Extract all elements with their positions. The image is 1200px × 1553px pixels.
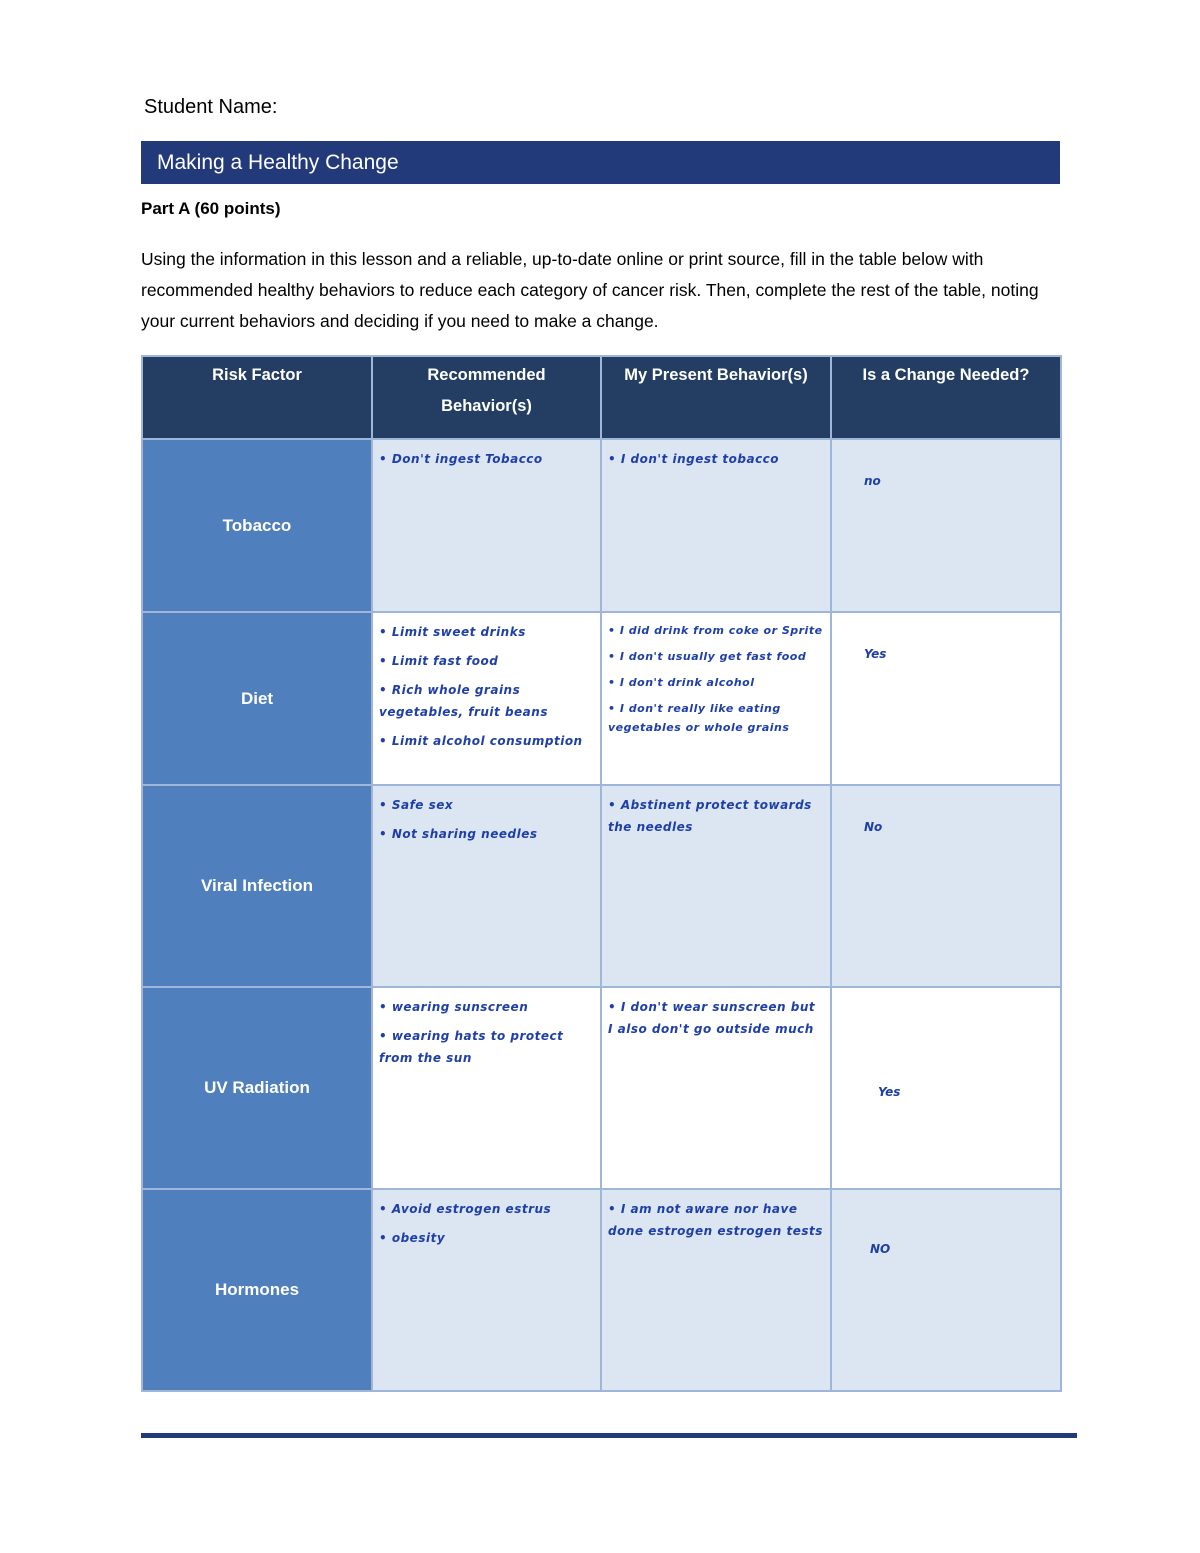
list-item: • Don't ingest Tobacco xyxy=(379,452,543,466)
section-banner xyxy=(141,141,1060,184)
list-item: • I don't ingest tobacco xyxy=(608,452,780,466)
list-item: • I did drink from coke or Sprite xyxy=(608,624,823,637)
list-item: • I don't drink alcohol xyxy=(608,676,755,689)
change-answer: Yes xyxy=(864,647,887,661)
table-row-hormones xyxy=(142,1189,1061,1391)
recommended-cell[interactable] xyxy=(372,987,601,1189)
present-cell[interactable] xyxy=(601,785,831,987)
risk-factor-cell: Tobacco xyxy=(142,439,372,612)
instructions-paragraph: Using the information in this lesson and a reliable, up-to-date online or print source, fill in the table below with recommended healthy behaviors to reduce each category of cancer risk. Then, complete the rest of the table, noting your current behaviors and deciding if you need to make a change. xyxy=(141,249,1039,331)
list-item: • Abstinent protect towards the needles xyxy=(608,798,812,834)
list-item: • wearing sunscreen xyxy=(379,1000,529,1014)
risk-factor-cell: Viral Infection xyxy=(142,785,372,987)
change-cell[interactable] xyxy=(831,987,1061,1189)
list-item: • I don't wear sunscreen but I also don't go outside much xyxy=(608,1000,816,1036)
part-title: Part A (60 points) xyxy=(141,199,281,218)
list-item: • I don't really like eating vegetables or whole grains xyxy=(608,702,790,734)
present-cell[interactable] xyxy=(601,612,831,785)
change-answer: Yes xyxy=(878,1085,901,1099)
list-item: • I don't usually get fast food xyxy=(608,650,807,663)
header-present-behaviors: My Present Behavior(s) xyxy=(601,356,831,439)
student-name-label: Student Name: xyxy=(144,96,278,118)
change-answer: no xyxy=(864,474,881,488)
recommended-cell[interactable] xyxy=(372,1189,601,1391)
change-cell[interactable] xyxy=(831,1189,1061,1391)
banner-title: Making a Healthy Change xyxy=(157,151,399,174)
recommended-cell[interactable] xyxy=(372,612,601,785)
header-recommended-behaviors: Recommended Behavior(s) xyxy=(372,356,601,439)
risk-factor-cell: Hormones xyxy=(142,1189,372,1391)
table-row-viral-infection xyxy=(142,785,1061,987)
present-cell[interactable] xyxy=(601,987,831,1189)
list-item: • wearing hats to protect from the sun xyxy=(379,1029,564,1065)
list-item: • Avoid estrogen estrus xyxy=(379,1202,552,1216)
change-cell[interactable] xyxy=(831,439,1061,612)
present-cell[interactable] xyxy=(601,439,831,612)
header-risk-factor: Risk Factor xyxy=(142,356,372,439)
change-cell[interactable] xyxy=(831,612,1061,785)
change-cell[interactable] xyxy=(831,785,1061,987)
recommended-cell[interactable] xyxy=(372,785,601,987)
header-change-needed: Is a Change Needed? xyxy=(831,356,1061,439)
table-row-uv-radiation xyxy=(142,987,1061,1189)
change-answer: NO xyxy=(870,1242,891,1256)
risk-factor-cell: UV Radiation xyxy=(142,987,372,1189)
list-item: • Safe sex xyxy=(379,798,454,812)
list-item: • Limit fast food xyxy=(379,654,499,668)
table-row-tobacco xyxy=(142,439,1061,612)
recommended-cell[interactable] xyxy=(372,439,601,612)
list-item: • Limit alcohol consumption xyxy=(379,734,583,748)
risk-factor-table xyxy=(141,355,1062,1392)
list-item: • I am not aware nor have done estrogen estrogen tests xyxy=(608,1202,823,1238)
list-item: • Rich whole grains vegetables, fruit beans xyxy=(379,683,548,719)
present-cell[interactable] xyxy=(601,1189,831,1391)
footer-divider xyxy=(141,1433,1077,1438)
list-item: • obesity xyxy=(379,1231,446,1245)
table-row-diet xyxy=(142,612,1061,785)
list-item: • Not sharing needles xyxy=(379,827,538,841)
table-header-row xyxy=(142,356,1061,439)
list-item: • Limit sweet drinks xyxy=(379,625,526,639)
change-answer: No xyxy=(864,820,883,834)
risk-factor-cell: Diet xyxy=(142,612,372,785)
